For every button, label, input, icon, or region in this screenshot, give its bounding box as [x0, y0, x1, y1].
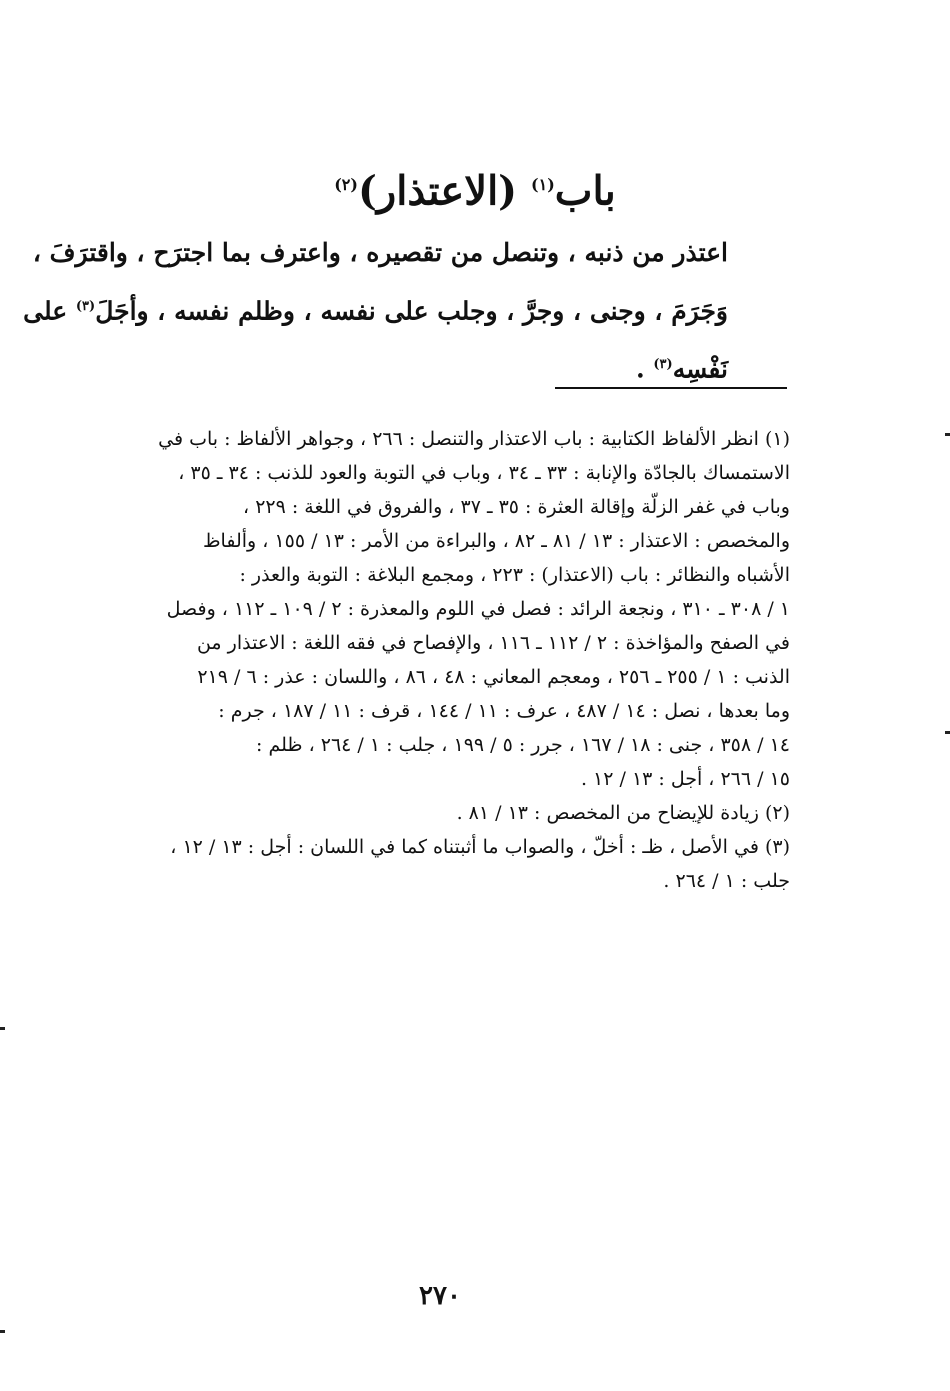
footnote-1-line: ١٥ / ٢٦٦ ، أجل : ١٣ / ١٢ .: [580, 768, 790, 790]
title-prefix: باب: [554, 167, 616, 215]
footnote-3: [90, 830, 790, 898]
footnote-1-line: والمخصص : الاعتذار : ١٣ / ٨١ ـ ٨٢ ، والبراءة من الأمر : ١٣ / ١٥٥ ، وألفاظ: [202, 530, 790, 552]
footnote-1-line: الاستمساك بالجادّة والإنابة : ٣٣ ـ ٣٤ ، وباب في التوبة والعود للذنب : ٣٤ ـ ٣٥ ،: [178, 462, 790, 484]
footnote-1-line: (١) انظر الألفاظ الكتابية : باب الاعتذار والتنصل : ٢٦٦ ، وجواهر الألفاظ : باب في: [158, 428, 790, 450]
footnote-separator: [555, 387, 787, 389]
footnote-3-line: (٣) في الأصل ، ظـ : أخلّ ، والصواب ما أثبتناه كما في اللسان : أجل : ١٣ / ١٢ ،: [170, 836, 790, 858]
footnote-1: [90, 422, 790, 796]
footnote-1-line: ١٤ / ٣٥٨ ، جنى : ١٨ / ١٦٧ ، جرر : ٥ / ١٩٩ ، جلب : ١ / ٢٦٤ ، ظلم :: [256, 734, 790, 756]
footnote-1-line: الذنب : ١ / ٢٥٥ ـ ٢٥٦ ، ومعجم المعاني : ٤٨ ، ٨٦ ، واللسان : عذر : ٦ / ٢١٩: [197, 666, 790, 688]
chapter-title: [150, 155, 800, 221]
paragraph-line-2: [23, 280, 728, 338]
scan-edge-mark: [945, 433, 950, 436]
body-footnote-ref-3b[interactable]: (٣): [653, 357, 673, 373]
paragraph-line-1: اعتذر من ذنبه ، وتنصل من تقصيره ، واعترف بما اجترَح ، واقترَفَ ،: [32, 238, 728, 267]
footnote-1-line: ١ / ٣٠٨ ـ ٣١٠ ، ونجعة الرائد : فصل في اللوم والمعذرة : ٢ / ١٠٩ ـ ١١٢ ، وفصل: [166, 598, 790, 620]
paragraph-line-2-end: على: [23, 296, 68, 326]
body-footnote-ref-3a[interactable]: (٣): [75, 299, 96, 314]
footnote-2-line: (٢) زيادة للإيضاح من المخصص : ١٣ / ٨١ .: [456, 802, 790, 824]
scan-edge-mark: [945, 731, 950, 734]
footnote-3-line: جلب : ١ / ٢٦٤ .: [663, 870, 790, 892]
footnote-2: [90, 796, 790, 830]
title-main: (الاعتذار): [357, 167, 518, 215]
paragraph-line-2-text: وَجَرَمَ ، وجنى ، وجرَّ ، وجلب على نفسه ، وظلم نفسه ، وأجَلَ: [95, 296, 728, 326]
page-number: ٢٧٠: [419, 1281, 461, 1311]
footnote-1-line: في الصفح والمؤاخذة : ٢ / ١١٢ ـ ١١٦ ، والإفصاح في فقه اللغة : الاعتذار من: [196, 632, 790, 654]
footnote-1-line: الأشباه والنظائر : باب (الاعتذار) : ٢٢٣ ، ومجمع البلاغة : التوبة والعذر :: [239, 564, 790, 586]
title-footnote-ref-2[interactable]: (٢): [334, 174, 358, 194]
title-footnote-ref-1[interactable]: (١): [531, 174, 555, 194]
paragraph-line-3-end: .: [635, 354, 645, 384]
scan-edge-mark: [0, 1330, 5, 1333]
footnote-1-line: وباب في غفر الزلّة وإقالة العثرة : ٣٥ ـ ٣٧ ، والفروق في اللغة : ٢٢٩ ،: [243, 496, 790, 518]
footnote-1-line: وما بعدها ، نصل : ١٤ / ٤٨٧ ، عرف : ١١ / ١٤٤ ، قرف : ١١ / ١٨٧ ، جرم :: [218, 700, 790, 722]
main-paragraph: [23, 226, 728, 397]
paragraph-line-3-text: نَفْسِه: [672, 354, 728, 384]
footnotes-section: [90, 422, 790, 898]
scan-edge-mark: [0, 1027, 5, 1030]
